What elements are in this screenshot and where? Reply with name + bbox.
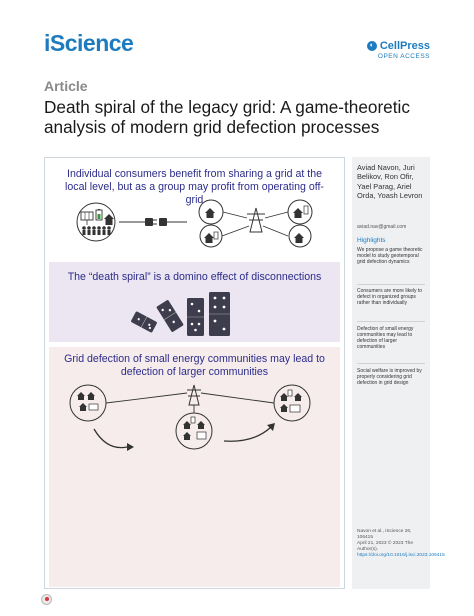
- solar-panel-icon: [81, 212, 93, 225]
- house-icon: [204, 232, 218, 243]
- divider: [357, 363, 425, 364]
- community-circle: [70, 385, 106, 421]
- highlight-item: We propose a game theoretic model to study geotemporal grid defection dynamics: [357, 247, 423, 266]
- house-icon: [293, 206, 308, 218]
- citation: [357, 529, 445, 559]
- panel-3-graphic: [49, 381, 340, 471]
- panel-3-text: Grid defection of small energy communities may lead to defection of larger communities: [64, 353, 325, 378]
- house-icon: [104, 214, 114, 225]
- abstract-panel-2: [49, 262, 340, 342]
- journal-name: iScience: [44, 30, 134, 56]
- house-icon: [280, 390, 302, 412]
- abstract-panel-1: [49, 162, 340, 247]
- article-type: Article: [44, 78, 88, 94]
- domino-icon: [209, 292, 230, 336]
- publisher-name: CellPress: [379, 40, 430, 52]
- divider: [357, 321, 425, 322]
- arrow-head: [127, 443, 134, 451]
- article-sidebar: [352, 157, 445, 589]
- panel-1-graphic: [49, 198, 340, 248]
- house-icon: [77, 392, 98, 411]
- highlight-item: Social welfare is improved by properly considering grid defection in grid design: [357, 368, 422, 387]
- arrow-icon: [224, 427, 271, 441]
- transmission-tower-icon: [222, 208, 288, 236]
- plug-icon: [119, 218, 187, 226]
- highlights-title: Highlights: [357, 237, 386, 244]
- house-icon: [294, 233, 304, 243]
- citation-date: April 21, 2023 © 2023 The Author(s).: [357, 541, 413, 552]
- highlight-item: Defection of small energy communities may lead to defection of larger communities: [357, 326, 414, 351]
- highlight-item: Consumers are more likely to defect in organized groups rather than individually: [357, 288, 423, 307]
- people-icon: [82, 226, 111, 235]
- transmission-tower-icon: [106, 385, 274, 413]
- domino-icon: [156, 300, 184, 333]
- graphical-abstract: [44, 157, 345, 589]
- arrow-icon: [94, 429, 127, 448]
- publisher-logo: [367, 40, 430, 60]
- domino-graphic: [49, 288, 340, 342]
- author-list: Aviad Navon, Juri Belikov, Ron Ofir, Yael Parag, Ariel Orda, Yoash Levron: [357, 163, 423, 201]
- domino-icon: [131, 311, 158, 333]
- battery-icon: [96, 209, 102, 220]
- divider: [357, 284, 425, 285]
- doi-link[interactable]: https://doi.org/10.1016/j.isci.2023.106415: [357, 553, 445, 558]
- citation-journal: Navon et al., iScience 26, 106415: [357, 529, 412, 540]
- article-title: Death spiral of the legacy grid: A game-theoretic analysis of modern grid defection processes: [44, 97, 410, 137]
- panel-2-text: The “death spiral” is a domino effect of disconnections: [67, 271, 322, 283]
- corresponding-email[interactable]: aviad.nav@gmail.com: [357, 224, 407, 230]
- panel-1-text: Individual consumers benefit from sharing a grid at the local level, but as a group may profit from operating off-grid: [65, 168, 324, 206]
- domino-icon: [187, 298, 204, 336]
- abstract-panel-3: [49, 347, 340, 587]
- open-access-icon: [41, 594, 52, 605]
- house-icon: [183, 417, 206, 440]
- house-icon: [205, 208, 215, 218]
- cellpress-logo-icon: ◐: [367, 41, 377, 51]
- open-access-label: OPEN ACCESS: [377, 53, 430, 60]
